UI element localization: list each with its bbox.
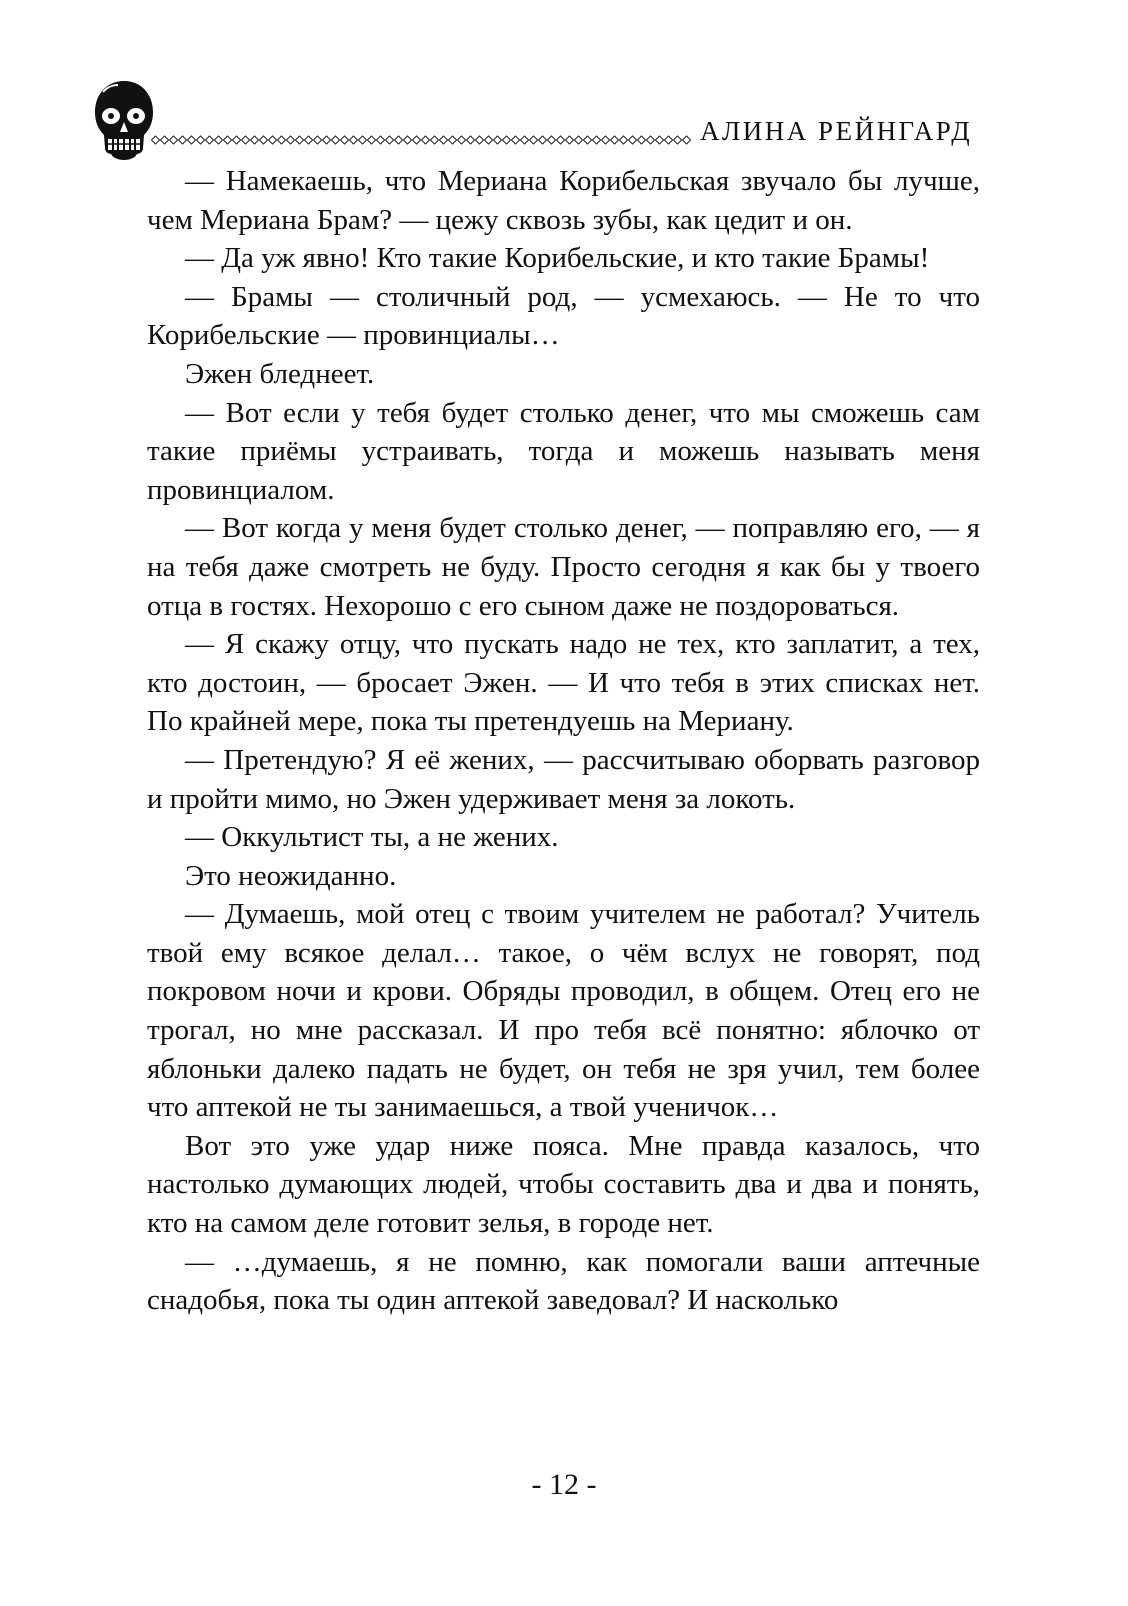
paragraph: — Оккультист ты, а не жених. bbox=[185, 821, 559, 854]
skull-icon bbox=[91, 78, 157, 164]
paragraph: Это неожиданно. bbox=[185, 859, 397, 892]
paragraph: — Брамы — столичный род, — усмехаюсь. — Не то что Корибельские — провинциалы… bbox=[147, 280, 980, 352]
paragraph: — Вот когда у меня будет столько денег, — поправляю его, — я на тебя даже смотреть не буду. Просто сегодня я как бы у твоего отца в гостях. Нехорошо с его сыном даже не поздороваться. bbox=[147, 512, 980, 622]
paragraph: Эжен бледнеет. bbox=[185, 357, 375, 390]
diamond-chain-ornament bbox=[151, 135, 691, 145]
paragraph: — Намекаешь, что Мериана Корибельская звучало бы лучше, чем Мериана Брам? — цежу сквозь зубы, как цедит и он. bbox=[147, 165, 980, 236]
running-header-author: АЛИНА РЕЙНГАРД bbox=[700, 116, 973, 146]
body-text bbox=[147, 162, 980, 1320]
paragraph: — …думаешь, я не помню, как помогали ваши аптечные снадобья, пока ты один аптекой заведовал? И насколько bbox=[147, 1245, 980, 1317]
paragraph: Вот это уже удар ниже пояса. Мне правда казалось, что настолько думающих людей, чтобы составить два и два и понять, кто на самом деле готовит зелья, в городе нет. bbox=[147, 1129, 980, 1240]
paragraph: — Я скажу отцу, что пускать надо не тех, кто заплатит, а тех, кто достоин, — бросает Эжен. — И что тебя в этих списках нет. По крайней мере, пока ты претендуешь на Мериану. bbox=[147, 628, 980, 738]
page-number: - 12 - bbox=[531, 1468, 597, 1501]
paragraph: — Да уж явно! Кто такие Корибельские, и кто такие Брамы! bbox=[185, 242, 930, 275]
paragraph: — Вот если у тебя будет столько денег, что мы сможешь сам такие приёмы устраивать, тогда и можешь называть меня провинциалом. bbox=[147, 396, 980, 506]
paragraph: — Думаешь, мой отец с твоим учителем не работал? Учитель твой ему всякое делал… такое, о чём вслух не говорят, под покровом ночи и крови. Обряды проводил, в общем. Отец его не трогал, но мне рассказал. И про тебя всё понятно: яблочко от яблоньки далеко падать не будет, он тебя не зря учил, тем более что аптекой не ты занимаешься, а твой ученичок… bbox=[147, 898, 980, 1124]
paragraph: — Претендую? Я её жених, — рассчитываю оборвать разговор и пройти мимо, но Эжен удерживает меня за локоть. bbox=[147, 743, 980, 815]
